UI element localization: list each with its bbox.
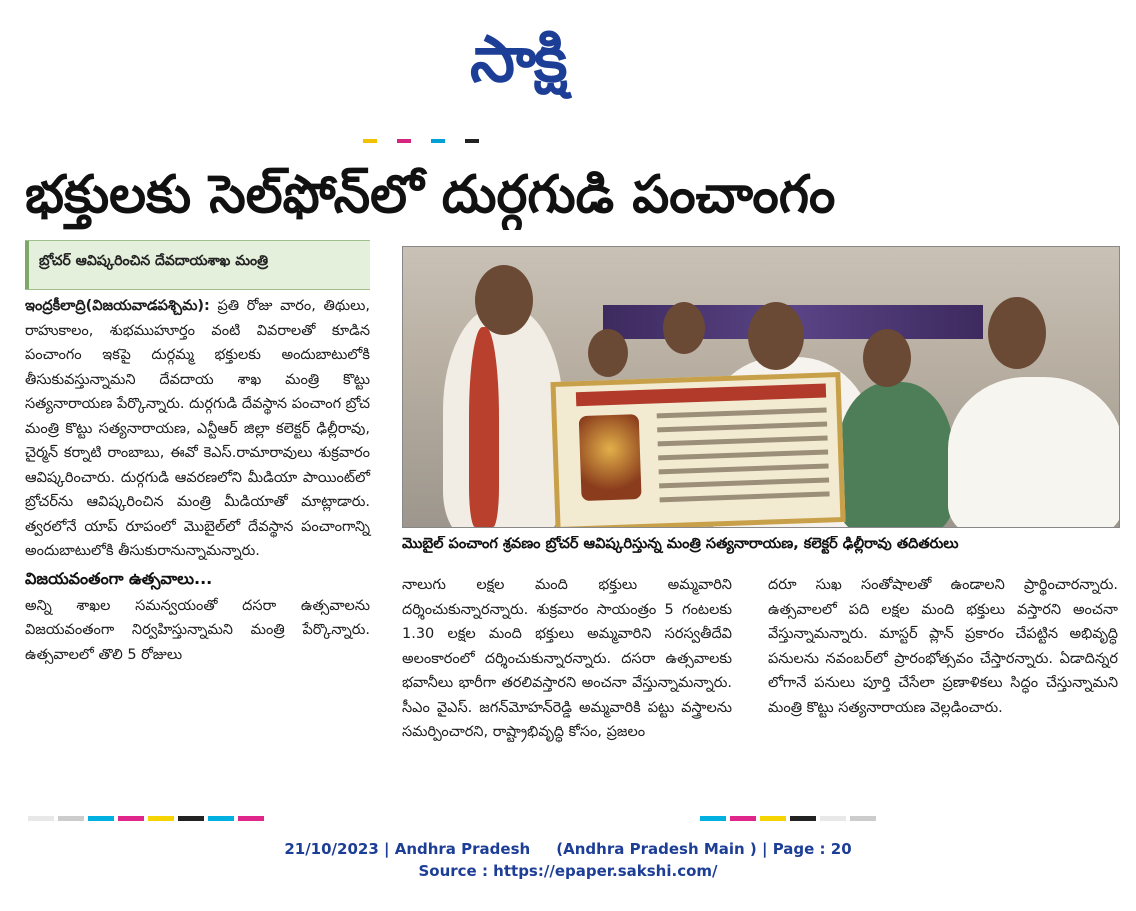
article-subhead: బ్రోచర్ ఆవిష్కరించిన దేవదాయశాఖ మంత్రి [39, 253, 269, 269]
photo-person [948, 377, 1120, 528]
photo-caption: మొబైల్ పంచాంగ శ్రవణం బ్రోచర్ ఆవిష్కరిస్తున్న మంత్రి సత్యనారాయణ, కలెక్టర్ ఢిల్లీరావు తదితరులు [402, 536, 959, 552]
article-headline: భక్తులకు సెల్‌ఫోన్‌లో దుర్గగుడి పంచాంగం [25, 165, 836, 225]
photo-person-head [588, 329, 628, 377]
brochure-title-strip [576, 384, 826, 407]
photo-shawl [469, 327, 499, 527]
article-column-2 [402, 573, 732, 745]
page-footer [0, 838, 1136, 882]
article-subheading: విజయవంతంగా ఉత్సవాలు... [25, 568, 213, 588]
photo-person-head [748, 302, 804, 370]
photo-person-head [988, 297, 1046, 369]
dateline: ఇంద్రకీలాద్రి(విజయవాడపశ్చిమ): [25, 298, 210, 314]
paragraph-1-text: ప్రతి రోజు వారం, తిథులు, రాహుకాలం, శుభముహూర్తం వంటి వివరాలతో కూడిన పంచాంగం ఇకపై దుర్గమ్మ భక్తులకు అందుబాటులోకి తీసుకువస్తున్నామని దేవదాయ శాఖ మంత్రి కొట్టు సత్యనారాయణ పేర్కొన్నారు. దుర్గగుడి దేవస్థాన పంచాంగ బ్రోచ మంత్రి కొట్టు సత్యనారాయణ, ఎన్టీఆర్ జిల్లా కలెక్టర్ ఢిల్లీరావు, చైర్మన్ కర్నాటి రాంబాబు, ఈవో కెఎస్.రామారావులు శుక్రవారం ఆవిష్కరించారు. దుర్గగుడి ఆవరణలోని మీడియా పాయింట్‌లో బ్రోచర్‌ను ఆవిష్కరించిన మంత్రి మీడియాతో మాట్లాడారు. త్వరలోనే యాప్ రూపంలో మొబైల్‌లో దేవస్థాన పంచాంగాన్ని అందుబాటులోకి తీసుకురానున్నామన్నారు. [25, 298, 370, 559]
article-column-1 [25, 294, 370, 667]
photo-person-head [863, 329, 911, 387]
deity-image [579, 414, 642, 501]
article-subhead-box [25, 240, 370, 290]
photo-person-head [475, 265, 533, 335]
article-column-2-text: నాలుగు లక్షల మంది భక్తులు అమ్మవారిని దర్శించుకున్నారన్నారు. శుక్రవారం సాయంత్రం 5 గంటలకు 1.30 లక్షల మంది భక్తులు అమ్మవారిని సరస్వతీదేవి అలంకారంలో దర్శించుకున్నారన్నారు. దసరా ఉత్సవాలకు భవానీలు భారీగా తరలివస్తారని అంచనా వేస్తున్నామన్నారు. సీఎం వైఎస్. జగన్‌మోహన్‌రెడ్డి అమ్మవారికి పట్టు వస్త్రాలను సమర్పించారని, రాష్ట్రాభివృద్ధి కోసం, ప్రజలం [402, 577, 732, 740]
article-column-3 [768, 573, 1118, 720]
panchangam-brochure [550, 372, 845, 528]
brochure-text-lines [657, 407, 830, 511]
article-column-3-text: దరూ సుఖ సంతోషాలతో ఉండాలని ప్రార్థించారన్నారు. ఉత్సవాలలో పది లక్షల మంది భక్తులు వస్తారని అంచనా వేస్తున్నామన్నారు. మాస్టర్ ప్లాన్ ప్రకారం చేపట్టిన అభివృద్ధి పనులను నవంబర్‌లో ప్రారంభోత్సవం చేస్తారన్నారు. ఏడాదిన్నర లోగానే పనులు పూర్తి చేసేలా ప్రణాళికలు సిద్ధం చేస్తున్నామని మంత్రి కొట్టు సత్యనారాయణ వెల్లడించారు. [768, 577, 1118, 716]
photo-person-head [663, 302, 705, 354]
color-calibration-bar [28, 806, 268, 811]
color-calibration-bar [700, 806, 880, 811]
article-photo [402, 246, 1120, 528]
article-paragraph-2: అన్ని శాఖల సమన్వయంతో దసరా ఉత్సవాలను విజయవంతంగా నిర్వహిస్తున్నామని మంత్రి పేర్కొన్నారు. ఉత్సవాలలో తొలి 5 రోజులు [25, 597, 370, 663]
registration-marks [363, 128, 503, 136]
sakshi-logo: సాక్షి [470, 23, 566, 97]
footer-edition-info: 21/10/2023 | Andhra Pradesh (Andhra Pradesh Main ) | Page : 20 [284, 840, 852, 858]
photo-person [838, 382, 953, 528]
footer-source-link[interactable]: Source : https://epaper.sakshi.com/ [418, 862, 718, 880]
article-paragraph-1 [25, 294, 370, 564]
subhead-accent-bar [25, 241, 29, 289]
photo-person [443, 307, 563, 528]
